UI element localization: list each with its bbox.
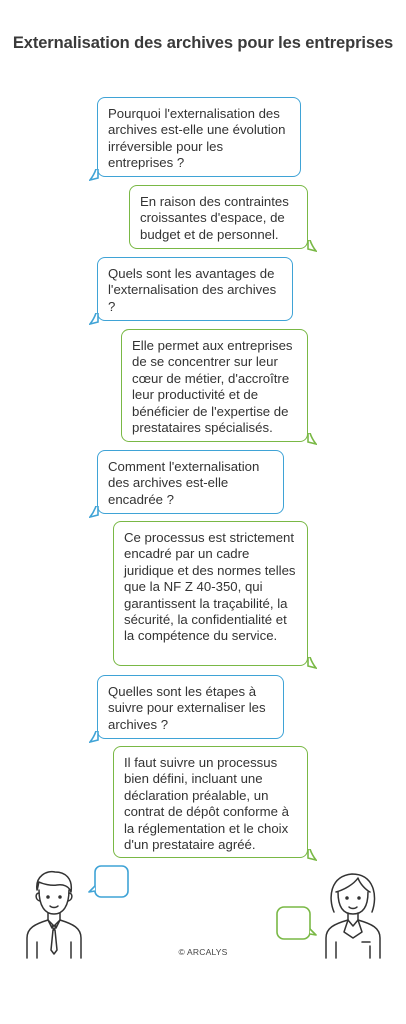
question-tail-4 (89, 731, 99, 743)
question-bubble-1: Pourquoi l'externalisation des archives est-elle une évolution irréversible pour les entreprises ? (97, 97, 301, 177)
question-bubble-4: Quelles sont les étapes à suivre pour externaliser les archives ? (97, 675, 284, 739)
page-title: Externalisation des archives pour les entreprises (12, 34, 394, 52)
question-tail-3 (89, 506, 99, 518)
answer-tail-1 (307, 240, 317, 252)
question-bubble-2: Quels sont les avantages de l'externalisation des archives ? (97, 257, 293, 321)
answer-tail-4 (307, 849, 317, 861)
question-bubble-3: Comment l'externalisation des archives est-elle encadrée ? (97, 450, 284, 514)
empty-speech-bubble-left-icon (88, 864, 130, 900)
answer-bubble-2: Elle permet aux entreprises de se concentrer sur leur cœur de métier, d'accroître leur productivité et de bénéficier de l'expertise de prestataires spécialisés. (121, 329, 308, 442)
question-tail-2 (89, 313, 99, 325)
answer-tail-2 (307, 433, 317, 445)
question-tail-1 (89, 169, 99, 181)
answer-bubble-1: En raison des contraintes croissantes d'espace, de budget et de personnel. (129, 185, 308, 249)
empty-speech-bubble-right-icon (275, 905, 317, 943)
answer-tail-3 (307, 657, 317, 669)
answer-bubble-4: Il faut suivre un processus bien défini, incluant une déclaration préalable, un contrat de dépôt conforme à la réglementation et le choix d'un prestataire agréé. (113, 746, 308, 858)
answer-bubble-3: Ce processus est strictement encadré par un cadre juridique et des normes telles que la NF Z 40-350, qui garantissent la traçabilité, la sécurité, la confidentialité et la compétence du service. (113, 521, 308, 666)
copyright-credit: © ARCALYS (178, 947, 228, 957)
